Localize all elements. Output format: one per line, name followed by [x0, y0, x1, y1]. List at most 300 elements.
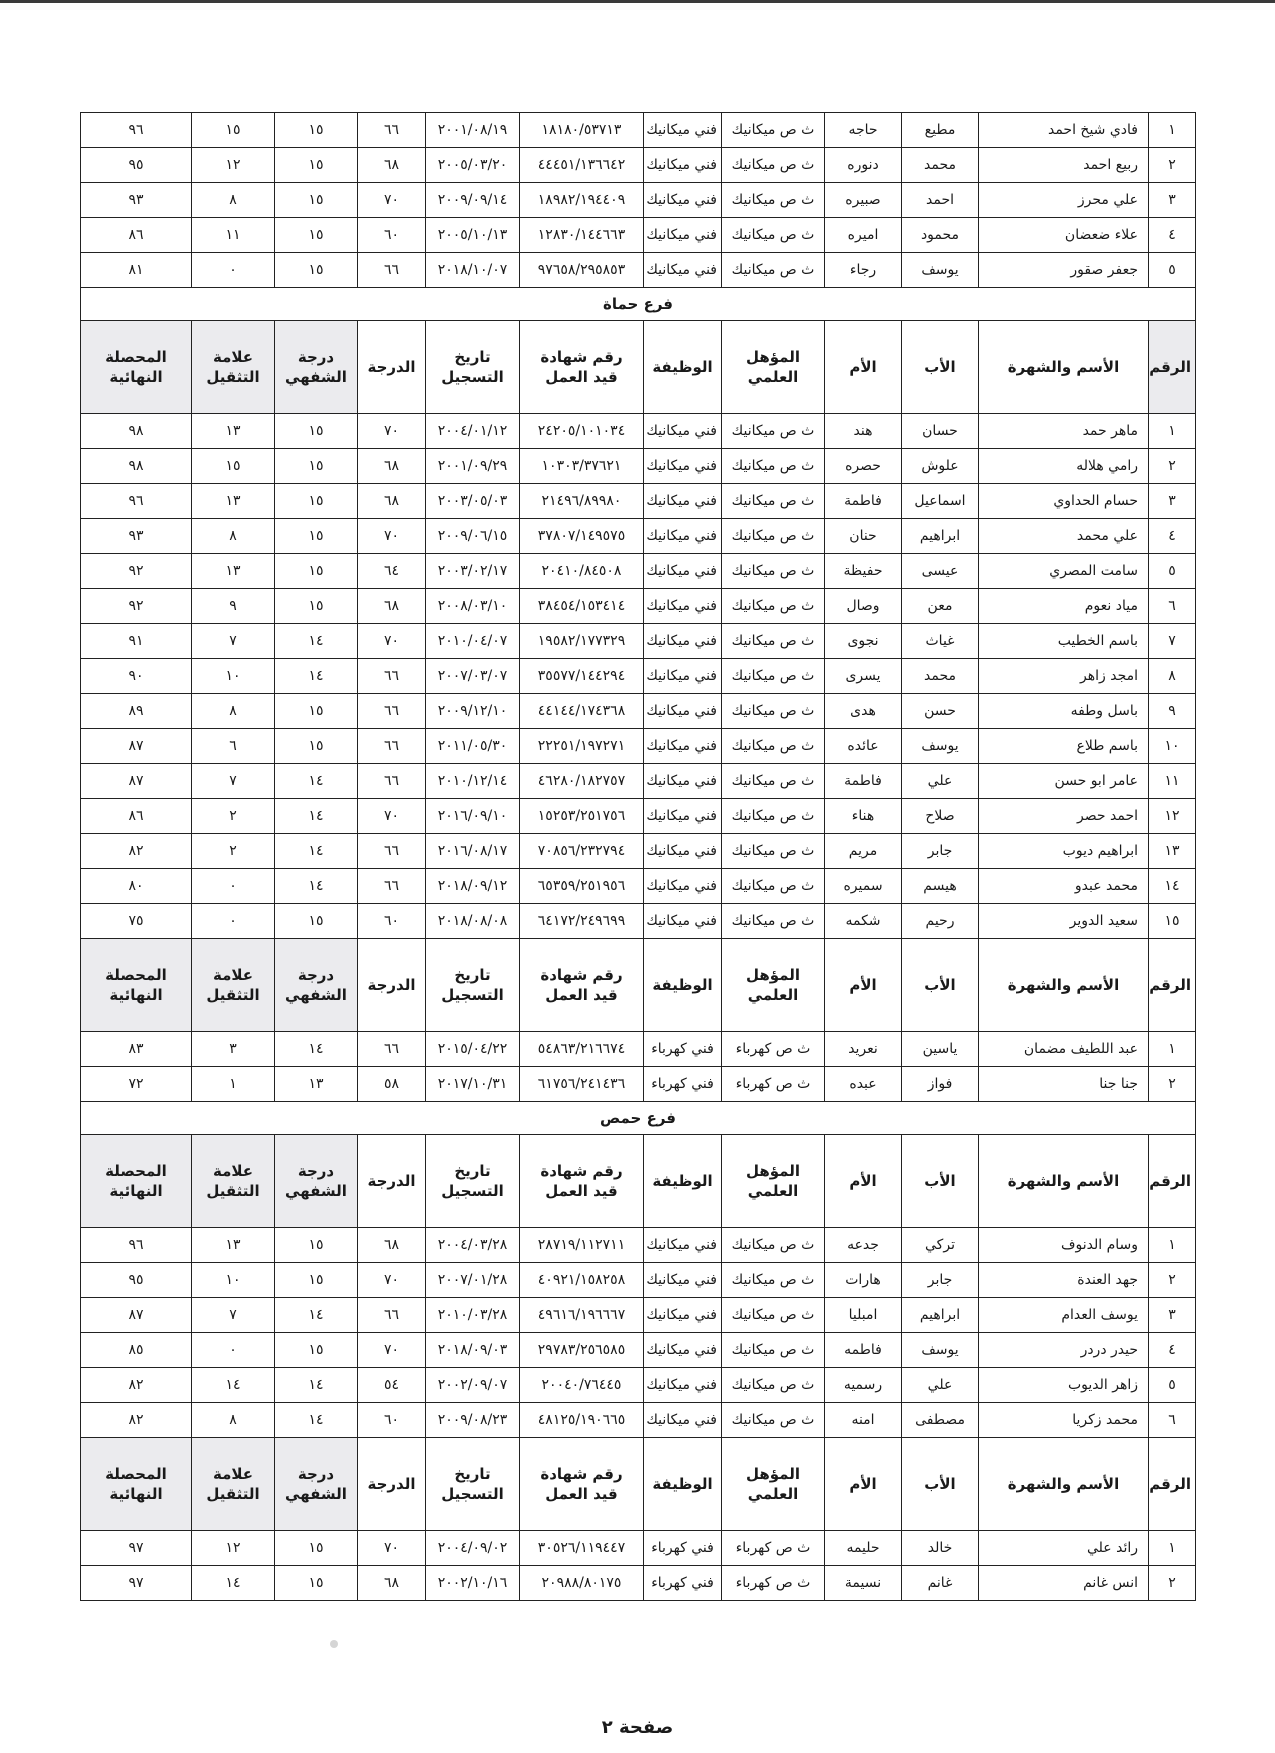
- table-row: [81, 148, 1196, 183]
- cell-cert: ٢١٤٩٦/٨٩٩٨٠: [520, 484, 644, 519]
- table-row: [81, 113, 1196, 148]
- cell-cert: ١٢٨٣٠/١٤٤٦٦٣: [520, 218, 644, 253]
- cell-final: ٨٦: [81, 218, 192, 253]
- table-row: [81, 694, 1196, 729]
- cell-mother: رجاء: [825, 253, 902, 288]
- page-number: صفحة ٢: [601, 1717, 674, 1738]
- cell-name: علي محرز: [979, 183, 1149, 218]
- header-label: الوظيفة: [652, 357, 713, 376]
- cell-weight: ٨: [192, 183, 275, 218]
- header-num: [1149, 939, 1196, 1032]
- cell-grade: ٧٠: [358, 1531, 426, 1566]
- cell-final: ٨٠: [81, 869, 192, 904]
- cell-qualification: ث ص ميكانيك: [722, 694, 825, 729]
- cell-mother: امنه: [825, 1403, 902, 1438]
- cell-reg-date: ٢٠٠٩/١٢/١٠: [426, 694, 520, 729]
- cell-num: ٦: [1149, 1403, 1196, 1438]
- header-num: [1149, 1438, 1196, 1531]
- header-label: الرقم: [1149, 357, 1191, 376]
- cell-mother: عبده: [825, 1067, 902, 1102]
- cell-weight: ٨: [192, 519, 275, 554]
- cell-final: ٩٧: [81, 1531, 192, 1566]
- cell-weight: ١٠: [192, 659, 275, 694]
- header-label: الأم: [849, 975, 877, 994]
- cell-weight: ١١: [192, 218, 275, 253]
- header-father: [902, 1438, 979, 1531]
- cell-father: علوش: [902, 449, 979, 484]
- cell-final: ٨٥: [81, 1333, 192, 1368]
- cell-oral: ١٥: [275, 694, 358, 729]
- cell-name: باسل وطفه: [979, 694, 1149, 729]
- cell-grade: ٥٤: [358, 1368, 426, 1403]
- cell-final: ٨٧: [81, 1298, 192, 1333]
- header-label: الوظيفة: [652, 975, 713, 994]
- table-row: [81, 449, 1196, 484]
- cell-final: ٩٥: [81, 148, 192, 183]
- table-row: [81, 183, 1196, 218]
- cell-qualification: ث ص ميكانيك: [722, 183, 825, 218]
- header-label: علامة: [212, 347, 254, 366]
- header-cert: [520, 321, 644, 414]
- table-row: [81, 519, 1196, 554]
- cell-grade: ٥٨: [358, 1067, 426, 1102]
- cell-oral: ١٥: [275, 904, 358, 939]
- cell-num: ٢: [1149, 148, 1196, 183]
- cell-oral: ١٥: [275, 484, 358, 519]
- table-row: [81, 1067, 1196, 1102]
- cell-weight: ٢: [192, 799, 275, 834]
- cell-father: فواز: [902, 1067, 979, 1102]
- cell-qualification: ث ص ميكانيك: [722, 834, 825, 869]
- cell-cert: ١٠٣٠٣/٣٧٦٢١: [520, 449, 644, 484]
- header-label: الأم: [849, 1474, 877, 1493]
- cell-oral: ١٥: [275, 414, 358, 449]
- header-grade: [358, 1135, 426, 1228]
- header-label: المحصلة: [105, 965, 167, 984]
- header-label: قيد العمل: [545, 1485, 618, 1503]
- cell-weight: ٠: [192, 1333, 275, 1368]
- cell-weight: ٧: [192, 1298, 275, 1333]
- cell-mother: هدى: [825, 694, 902, 729]
- cell-job: فني ميكانيك: [644, 148, 722, 183]
- cell-cert: ٢٠٩٨٨/٨٠١٧٥: [520, 1566, 644, 1601]
- cell-grade: ٧٠: [358, 1263, 426, 1298]
- cell-cert: ٢٢٢٥١/١٩٧٢٧١: [520, 729, 644, 764]
- cell-name: سعيد الدوير: [979, 904, 1149, 939]
- cell-job: فني ميكانيك: [644, 589, 722, 624]
- table-row: [81, 554, 1196, 589]
- cell-cert: ٦٥٣٥٩/٢٥١٩٥٦: [520, 869, 644, 904]
- cell-job: فني ميكانيك: [644, 729, 722, 764]
- header-oral: [275, 1438, 358, 1531]
- header-label: النهائية: [109, 368, 163, 386]
- cell-oral: ١٤: [275, 764, 358, 799]
- cell-reg-date: ٢٠١٦/٠٨/١٧: [426, 834, 520, 869]
- header-label: درجة: [297, 1161, 335, 1180]
- cell-name: رائد علي: [979, 1531, 1149, 1566]
- cell-father: علي: [902, 764, 979, 799]
- cell-oral: ١٥: [275, 218, 358, 253]
- cell-num: ١: [1149, 1228, 1196, 1263]
- cell-mother: نعريد: [825, 1032, 902, 1067]
- cell-oral: ١٤: [275, 1032, 358, 1067]
- header-mother: [825, 939, 902, 1032]
- cell-grade: ٦٦: [358, 659, 426, 694]
- cell-father: هيسم: [902, 869, 979, 904]
- cell-grade: ٦٨: [358, 1228, 426, 1263]
- cell-mother: فاطمه: [825, 1333, 902, 1368]
- header-mother: [825, 1438, 902, 1531]
- header-reg-date: [426, 1135, 520, 1228]
- cell-num: ١١: [1149, 764, 1196, 799]
- header-label: تاريخ التسجيل: [441, 965, 504, 1004]
- cell-qualification: ث ص ميكانيك: [722, 1368, 825, 1403]
- cell-num: ٢: [1149, 449, 1196, 484]
- cell-name: ابراهيم ديوب: [979, 834, 1149, 869]
- cell-father: رحيم: [902, 904, 979, 939]
- cell-num: ١: [1149, 113, 1196, 148]
- cell-mother: امبليا: [825, 1298, 902, 1333]
- table-row: [81, 869, 1196, 904]
- cell-oral: ١٥: [275, 1228, 358, 1263]
- header-label: الوظيفة: [652, 1474, 713, 1493]
- header-reg-date: [426, 939, 520, 1032]
- table-row: [81, 624, 1196, 659]
- cell-oral: ١٤: [275, 834, 358, 869]
- cell-cert: ٢٩٧٨٣/٢٥٦٥٨٥: [520, 1333, 644, 1368]
- cell-name: محمد زكريا: [979, 1403, 1149, 1438]
- header-father: [902, 321, 979, 414]
- table-row: [81, 729, 1196, 764]
- header-label: علامة: [212, 1464, 254, 1483]
- cell-cert: ١٨٩٨٢/١٩٤٤٠٩: [520, 183, 644, 218]
- cell-reg-date: ٢٠١٨/٠٩/٠٣: [426, 1333, 520, 1368]
- header-row: [81, 321, 1196, 414]
- cell-mother: هناء: [825, 799, 902, 834]
- cell-num: ٤: [1149, 519, 1196, 554]
- header-label: الأب: [924, 975, 956, 994]
- header-weight: [192, 1438, 275, 1531]
- cell-weight: ١٣: [192, 1228, 275, 1263]
- header-mother: [825, 1135, 902, 1228]
- header-label: علامة: [212, 1161, 254, 1180]
- cell-reg-date: ٢٠١٨/٠٨/٠٨: [426, 904, 520, 939]
- cell-reg-date: ٢٠٠٩/٠٨/٢٣: [426, 1403, 520, 1438]
- cell-weight: ١٢: [192, 148, 275, 183]
- cell-reg-date: ٢٠٠٨/٠٣/١٠: [426, 589, 520, 624]
- cell-oral: ١٥: [275, 1333, 358, 1368]
- table-row: [81, 799, 1196, 834]
- cell-father: ابراهيم: [902, 1298, 979, 1333]
- cell-job: فني ميكانيك: [644, 624, 722, 659]
- header-label: علامة: [212, 965, 254, 984]
- cell-reg-date: ٢٠٠٥/١٠/١٣: [426, 218, 520, 253]
- cell-num: ١: [1149, 1531, 1196, 1566]
- cell-grade: ٦٨: [358, 449, 426, 484]
- cell-mother: سميره: [825, 869, 902, 904]
- table-row: [81, 218, 1196, 253]
- cell-final: ٩٢: [81, 554, 192, 589]
- cell-job: فني ميكانيك: [644, 799, 722, 834]
- cell-mother: يسرى: [825, 659, 902, 694]
- header-cert: [520, 939, 644, 1032]
- table-row: [81, 414, 1196, 449]
- cell-oral: ١٤: [275, 1368, 358, 1403]
- cell-num: ١٥: [1149, 904, 1196, 939]
- cell-qualification: ث ص ميكانيك: [722, 1333, 825, 1368]
- cell-father: مصطفى: [902, 1403, 979, 1438]
- cell-cert: ٣٧٨٠٧/١٤٩٥٧٥: [520, 519, 644, 554]
- cell-qualification: ث ص كهرباء: [722, 1531, 825, 1566]
- cell-final: ٩٠: [81, 659, 192, 694]
- table-row: [81, 904, 1196, 939]
- cell-job: فني ميكانيك: [644, 519, 722, 554]
- cell-grade: ٦٦: [358, 113, 426, 148]
- cell-qualification: ث ص ميكانيك: [722, 554, 825, 589]
- cell-mother: رسميه: [825, 1368, 902, 1403]
- cell-oral: ١٥: [275, 589, 358, 624]
- header-label: رقم شهادة: [540, 965, 623, 984]
- cell-qualification: ث ص ميكانيك: [722, 659, 825, 694]
- cell-father: معن: [902, 589, 979, 624]
- header-cert: [520, 1135, 644, 1228]
- header-label: الأب: [924, 1474, 956, 1493]
- header-label: قيد العمل: [545, 368, 618, 386]
- cell-mother: فاطمة: [825, 764, 902, 799]
- cell-job: فني ميكانيك: [644, 253, 722, 288]
- cell-name: جهد العندة: [979, 1263, 1149, 1298]
- cell-mother: شكمه: [825, 904, 902, 939]
- header-grade: [358, 1438, 426, 1531]
- header-oral: [275, 321, 358, 414]
- cell-reg-date: ٢٠٠٩/٠٦/١٥: [426, 519, 520, 554]
- cell-num: ٥: [1149, 253, 1196, 288]
- cell-job: فني ميكانيك: [644, 1263, 722, 1298]
- header-label: الدرجة: [367, 1171, 416, 1190]
- cell-father: محمود: [902, 218, 979, 253]
- header-job: [644, 939, 722, 1032]
- cell-weight: ١٥: [192, 449, 275, 484]
- cell-cert: ٢٨٧١٩/١١٢٧١١: [520, 1228, 644, 1263]
- cell-name: سامت المصري: [979, 554, 1149, 589]
- cell-final: ٧٢: [81, 1067, 192, 1102]
- cell-job: فني ميكانيك: [644, 414, 722, 449]
- cell-weight: ٦: [192, 729, 275, 764]
- cell-name: ربيع احمد: [979, 148, 1149, 183]
- cell-cert: ٣٥٥٧٧/١٤٤٢٩٤: [520, 659, 644, 694]
- cell-father: محمد: [902, 148, 979, 183]
- cell-oral: ١٤: [275, 659, 358, 694]
- cell-cert: ١٥٢٥٣/٢٥١٧٥٦: [520, 799, 644, 834]
- header-label: درجة: [297, 347, 335, 366]
- cell-final: ٨٧: [81, 764, 192, 799]
- cell-oral: ١٥: [275, 449, 358, 484]
- cell-reg-date: ٢٠٠٧/٠١/٢٨: [426, 1263, 520, 1298]
- cell-weight: ١٥: [192, 113, 275, 148]
- cell-num: ١٠: [1149, 729, 1196, 764]
- cell-oral: ١٥: [275, 1531, 358, 1566]
- table-row: [81, 1531, 1196, 1566]
- cell-qualification: ث ص ميكانيك: [722, 1263, 825, 1298]
- cell-name: حسام الحداوي: [979, 484, 1149, 519]
- cell-final: ٩٥: [81, 1263, 192, 1298]
- cell-num: ١٢: [1149, 799, 1196, 834]
- cell-qualification: ث ص ميكانيك: [722, 869, 825, 904]
- cell-cert: ١٩٥٨٢/١٧٧٣٢٩: [520, 624, 644, 659]
- cell-weight: ١٢: [192, 1531, 275, 1566]
- cell-job: فني ميكانيك: [644, 869, 722, 904]
- cell-mother: اميره: [825, 218, 902, 253]
- cell-cert: ٣٨٤٥٤/١٥٣٤١٤: [520, 589, 644, 624]
- table-row: [81, 1403, 1196, 1438]
- table-row: [81, 1298, 1196, 1333]
- header-final: [81, 1135, 192, 1228]
- cell-final: ٩٣: [81, 519, 192, 554]
- cell-grade: ٦٦: [358, 729, 426, 764]
- cell-grade: ٧٠: [358, 519, 426, 554]
- cell-weight: ١٣: [192, 554, 275, 589]
- header-father: [902, 939, 979, 1032]
- header-label: الأم: [849, 357, 877, 376]
- cell-num: ٢: [1149, 1566, 1196, 1601]
- branch-row: [81, 288, 1196, 321]
- header-label: المؤهل العلمي: [745, 1161, 801, 1200]
- cell-qualification: ث ص ميكانيك: [722, 414, 825, 449]
- cell-name: عبد اللطيف مضمان: [979, 1032, 1149, 1067]
- cell-reg-date: ٢٠١٠/٠٤/٠٧: [426, 624, 520, 659]
- cell-job: فني ميكانيك: [644, 554, 722, 589]
- header-label: رقم شهادة: [540, 347, 623, 366]
- header-weight: [192, 939, 275, 1032]
- cell-num: ٧: [1149, 624, 1196, 659]
- cell-cert: ٤٤٤٥١/١٣٦٦٤٢: [520, 148, 644, 183]
- cell-mother: دنوره: [825, 148, 902, 183]
- cell-cert: ٢٤٢٠٥/١٠١٠٣٤: [520, 414, 644, 449]
- cell-mother: صبيره: [825, 183, 902, 218]
- cell-qualification: ث ص ميكانيك: [722, 1298, 825, 1333]
- cell-qualification: ث ص ميكانيك: [722, 1228, 825, 1263]
- cell-weight: ٠: [192, 904, 275, 939]
- cell-reg-date: ٢٠٠١/٠٨/١٩: [426, 113, 520, 148]
- cell-qualification: ث ص ميكانيك: [722, 904, 825, 939]
- header-label: الرقم: [1149, 1171, 1191, 1190]
- header-label: تاريخ التسجيل: [441, 347, 504, 386]
- cell-oral: ١٥: [275, 1566, 358, 1601]
- cell-cert: ٤٦٢٨٠/١٨٢٧٥٧: [520, 764, 644, 799]
- cell-father: صلاح: [902, 799, 979, 834]
- cell-name: باسم طلاع: [979, 729, 1149, 764]
- cell-oral: ١٤: [275, 869, 358, 904]
- cell-reg-date: ٢٠٠٩/٠٩/١٤: [426, 183, 520, 218]
- cell-num: ٤: [1149, 1333, 1196, 1368]
- cell-job: فني ميكانيك: [644, 834, 722, 869]
- cell-num: ١: [1149, 1032, 1196, 1067]
- table-row: [81, 253, 1196, 288]
- cell-oral: ١٤: [275, 799, 358, 834]
- cell-reg-date: ٢٠٠٣/٠٥/٠٣: [426, 484, 520, 519]
- cell-final: ٨٢: [81, 834, 192, 869]
- cell-mother: مريم: [825, 834, 902, 869]
- header-label: الدرجة: [367, 357, 416, 376]
- cell-grade: ٧٠: [358, 624, 426, 659]
- header-qualification: [722, 939, 825, 1032]
- table-row: [81, 764, 1196, 799]
- cell-reg-date: ٢٠٠١/٠٩/٢٩: [426, 449, 520, 484]
- header-name: [979, 1438, 1149, 1531]
- cell-num: ٣: [1149, 183, 1196, 218]
- cell-reg-date: ٢٠١٠/٠٣/٢٨: [426, 1298, 520, 1333]
- cell-job: فني ميكانيك: [644, 764, 722, 799]
- cell-final: ٩٧: [81, 1566, 192, 1601]
- cell-father: تركي: [902, 1228, 979, 1263]
- cell-final: ٩٨: [81, 449, 192, 484]
- table-row: [81, 834, 1196, 869]
- cell-name: رامي هلاله: [979, 449, 1149, 484]
- cell-final: ٩٦: [81, 484, 192, 519]
- header-row: [81, 1135, 1196, 1228]
- cell-qualification: ث ص ميكانيك: [722, 148, 825, 183]
- header-label: الأسم والشهرة: [1007, 1474, 1120, 1493]
- cell-father: جابر: [902, 834, 979, 869]
- cell-father: غانم: [902, 1566, 979, 1601]
- cell-qualification: ث ص كهرباء: [722, 1566, 825, 1601]
- cell-name: ماهر حمد: [979, 414, 1149, 449]
- cell-oral: ١٥: [275, 148, 358, 183]
- cell-name: فادي شيخ احمد: [979, 113, 1149, 148]
- cell-cert: ٢٠٤١٠/٨٤٥٠٨: [520, 554, 644, 589]
- branch-title: فرع حماة: [81, 288, 1196, 321]
- header-label: درجة: [297, 1464, 335, 1483]
- cell-grade: ٦٨: [358, 589, 426, 624]
- cell-weight: ٧: [192, 764, 275, 799]
- cell-name: علي محمد: [979, 519, 1149, 554]
- cell-cert: ٢٠٠٤٠/٧٦٤٤٥: [520, 1368, 644, 1403]
- cell-reg-date: ٢٠١١/٠٥/٣٠: [426, 729, 520, 764]
- cell-mother: حفيظة: [825, 554, 902, 589]
- header-oral: [275, 939, 358, 1032]
- cell-grade: ٦٠: [358, 1403, 426, 1438]
- cell-reg-date: ٢٠١٨/٠٩/١٢: [426, 869, 520, 904]
- cell-cert: ٤٤١٤٤/١٧٤٣٦٨: [520, 694, 644, 729]
- cell-qualification: ث ص ميكانيك: [722, 729, 825, 764]
- cell-mother: حليمه: [825, 1531, 902, 1566]
- cell-father: علي: [902, 1368, 979, 1403]
- cell-grade: ٧٠: [358, 1333, 426, 1368]
- cell-cert: ٣٠٥٢٦/١١٩٤٤٧: [520, 1531, 644, 1566]
- cell-father: خالد: [902, 1531, 979, 1566]
- header-label: المحصلة: [105, 1464, 167, 1483]
- cell-qualification: ث ص ميكانيك: [722, 589, 825, 624]
- header-label: الأب: [924, 357, 956, 376]
- cell-job: فني كهرباء: [644, 1067, 722, 1102]
- cell-mother: عائده: [825, 729, 902, 764]
- header-label: التثقيل: [206, 1182, 260, 1200]
- cell-final: ٩٣: [81, 183, 192, 218]
- header-mother: [825, 321, 902, 414]
- cell-mother: هند: [825, 414, 902, 449]
- cell-job: فني ميكانيك: [644, 218, 722, 253]
- cell-reg-date: ٢٠١٥/٠٤/٢٢: [426, 1032, 520, 1067]
- cell-job: فني ميكانيك: [644, 1228, 722, 1263]
- cell-weight: ٧: [192, 624, 275, 659]
- cell-final: ٨٣: [81, 1032, 192, 1067]
- cell-num: ٣: [1149, 1298, 1196, 1333]
- cell-num: ٦: [1149, 589, 1196, 624]
- cell-father: حسن: [902, 694, 979, 729]
- cell-final: ٩٨: [81, 414, 192, 449]
- cell-mother: هارات: [825, 1263, 902, 1298]
- cell-weight: ٨: [192, 1403, 275, 1438]
